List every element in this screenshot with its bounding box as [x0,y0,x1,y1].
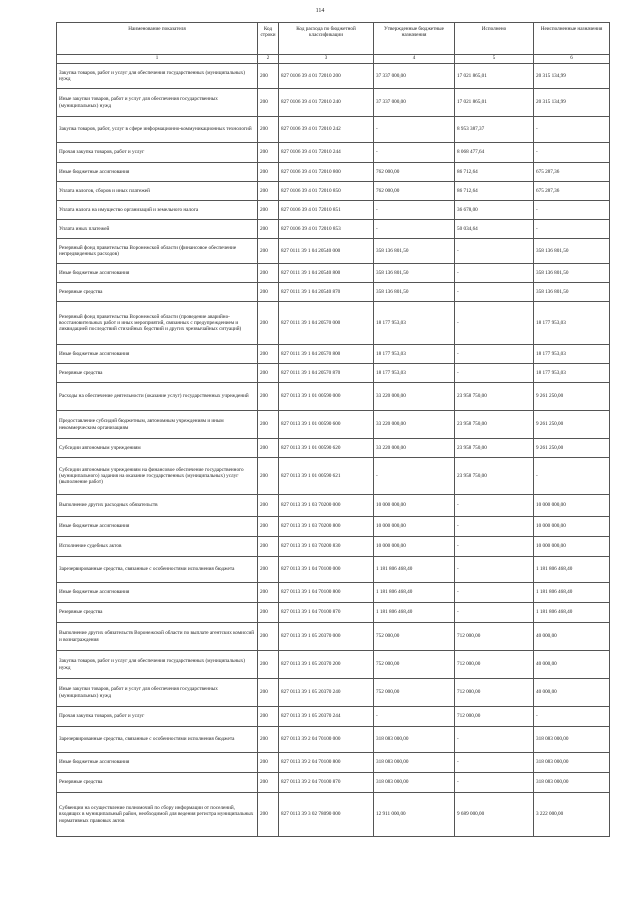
line-code-cell: 200 [258,345,279,364]
indicator-name-cell: Иные бюджетные ассигнования [57,583,258,603]
indicator-name-cell: Выполнение других обязательств Воронежской области по выплате агентских комиссий и вознаграждения [57,623,258,651]
unexecuted-amount-cell: 10 000 000,00 [534,495,610,517]
executed-amount-cell: 86 712,64 [455,163,534,182]
indicator-name-cell: Иные бюджетные ассигнования [57,264,258,283]
unexecuted-amount-cell: 9 261 250,00 [534,411,610,439]
approved-amount-cell: 318 083 000,00 [374,727,455,753]
unexecuted-amount-cell: - [534,117,610,143]
indicator-name-cell: Прочая закупка товаров, работ и услуг [57,707,258,727]
unexecuted-amount-cell: 675 287,36 [534,182,610,201]
executed-amount-cell: - [455,283,534,302]
table-row [57,201,610,220]
table-row [57,458,610,495]
classification-code-cell: 827 0111 39 1 04 20540 870 [279,283,374,302]
executed-amount-cell: 712 000,00 [455,679,534,707]
classification-code-cell: 827 0106 39 4 01 72010 853 [279,220,374,239]
indicator-name-cell: Уплата налогов, сборов и иных платежей [57,182,258,201]
unexecuted-amount-cell: 20 315 134,99 [534,89,610,117]
executed-amount-cell: - [455,364,534,383]
header-budget-classification: Код расхода по бюджетной классификации [279,23,374,55]
line-code-cell: 200 [258,753,279,773]
executed-amount-cell: - [455,495,534,517]
line-code-cell: 200 [258,773,279,793]
unexecuted-amount-cell: 675 287,36 [534,163,610,182]
table-row [57,679,610,707]
header-indicator-name: Наименование показателя [57,23,258,55]
executed-amount-cell: - [455,302,534,345]
approved-amount-cell: 762 000,00 [374,163,455,182]
classification-code-cell: 827 0111 39 1 04 20540 000 [279,239,374,264]
classification-code-cell: 827 0111 39 1 04 20570 870 [279,364,374,383]
approved-amount-cell: 752 000,00 [374,651,455,679]
line-code-cell: 200 [258,283,279,302]
table-row [57,239,610,264]
unexecuted-amount-cell: 358 136 801,50 [534,239,610,264]
approved-amount-cell: - [374,201,455,220]
classification-code-cell: 827 0113 39 1 01 00590 600 [279,411,374,439]
unexecuted-amount-cell: 9 261 250,00 [534,439,610,458]
line-code-cell: 200 [258,727,279,753]
indicator-name-cell: Выполнение других расходных обязательств [57,495,258,517]
line-code-cell: 200 [258,458,279,495]
table-row [57,773,610,793]
indicator-name-cell: Иные бюджетные ассигнования [57,163,258,182]
indicator-name-cell: Резервные средства [57,283,258,302]
executed-amount-cell: - [455,517,534,537]
unexecuted-amount-cell: 10 000 000,00 [534,517,610,537]
approved-amount-cell: 18 177 953,03 [374,302,455,345]
table-row [57,651,610,679]
unexecuted-amount-cell: 40 000,00 [534,651,610,679]
table-row [57,537,610,557]
approved-amount-cell: 358 136 801,50 [374,283,455,302]
executed-amount-cell: - [455,727,534,753]
indicator-name-cell: Закупка товаров, работ и услуг для обеспечения государственных (муниципальных) нужд [57,64,258,89]
approved-amount-cell: 318 083 000,00 [374,773,455,793]
indicator-name-cell: Закупка товаров, работ и услуг для обеспечения государственных (муниципальных) нужд [57,651,258,679]
approved-amount-cell: - [374,143,455,163]
approved-amount-cell: 10 000 000,00 [374,537,455,557]
column-number: 6 [534,55,610,64]
line-code-cell: 200 [258,264,279,283]
unexecuted-amount-cell: 318 083 000,00 [534,753,610,773]
table-row [57,163,610,182]
executed-amount-cell: 712 000,00 [455,707,534,727]
unexecuted-amount-cell: - [534,458,610,495]
unexecuted-amount-cell: 3 222 000,00 [534,793,610,837]
executed-amount-cell: - [455,753,534,773]
table-row [57,439,610,458]
indicator-name-cell: Резервные средства [57,773,258,793]
executed-amount-cell: 23 958 750,00 [455,411,534,439]
table-row [57,302,610,345]
classification-code-cell: 827 0106 39 4 01 72010 240 [279,89,374,117]
indicator-name-cell: Уплата иных платежей [57,220,258,239]
classification-code-cell: 827 0106 39 4 01 72010 200 [279,64,374,89]
unexecuted-amount-cell: - [534,201,610,220]
classification-code-cell: 827 0113 39 1 01 00590 620 [279,439,374,458]
indicator-name-cell: Расходы на обеспечение деятельности (оказание услуг) государственных учреждений [57,383,258,411]
table-row [57,583,610,603]
approved-amount-cell: 318 083 000,00 [374,753,455,773]
executed-amount-cell: - [455,773,534,793]
executed-amount-cell: 86 712,64 [455,182,534,201]
unexecuted-amount-cell: 358 136 801,50 [534,264,610,283]
classification-code-cell: 827 0106 39 4 01 72010 242 [279,117,374,143]
table-row [57,753,610,773]
classification-code-cell: 827 0113 39 1 04 70100 000 [279,557,374,583]
line-code-cell: 200 [258,557,279,583]
executed-amount-cell: 17 021 865,01 [455,89,534,117]
classification-code-cell: 827 0113 39 2 04 70100 870 [279,773,374,793]
classification-code-cell: 827 0113 39 1 03 70200 800 [279,517,374,537]
header-executed: Исполнено [455,23,534,55]
indicator-name-cell: Иные бюджетные ассигнования [57,517,258,537]
line-code-cell: 200 [258,364,279,383]
page-number: 114 [315,8,325,14]
executed-amount-cell: - [455,345,534,364]
line-code-cell: 200 [258,201,279,220]
line-code-cell: 200 [258,182,279,201]
indicator-name-cell: Исполнение судебных актов [57,537,258,557]
indicator-name-cell: Иные бюджетные ассигнования [57,345,258,364]
indicator-name-cell: Зарезервированные средства, связанные с особенностями исполнения бюджета [57,557,258,583]
unexecuted-amount-cell: 9 261 250,00 [534,383,610,411]
classification-code-cell: 827 0113 39 1 04 70100 870 [279,603,374,623]
approved-amount-cell: 752 000,00 [374,679,455,707]
line-code-cell: 200 [258,220,279,239]
indicator-name-cell: Резервный фонд правительства Воронежской области (проведение аварийно-восстановительных работ и иных мероприятий, связанных с предупреждением и ликвидацией последствий стихийных бедствий и других чрезвычайных ситуаций) [57,302,258,345]
approved-amount-cell: 10 000 000,00 [374,517,455,537]
executed-amount-cell: 23 958 750,00 [455,439,534,458]
header-unexecuted: Неисполненные назначения [534,23,610,55]
classification-code-cell: 827 0113 39 1 01 00590 000 [279,383,374,411]
unexecuted-amount-cell: 1 181 806 468,40 [534,557,610,583]
classification-code-cell: 827 0106 39 4 01 72010 244 [279,143,374,163]
indicator-name-cell: Прочая закупка товаров, работ и услуг [57,143,258,163]
table-row [57,495,610,517]
approved-amount-cell: 33 220 000,00 [374,383,455,411]
indicator-name-cell: Резервные средства [57,364,258,383]
executed-amount-cell: 50 034,64 [455,220,534,239]
unexecuted-amount-cell: 1 181 806 468,40 [534,603,610,623]
indicator-name-cell: Иные бюджетные ассигнования [57,753,258,773]
indicator-name-cell: Уплата налога на имущество организаций и земельного налога [57,201,258,220]
executed-amount-cell: 712 000,00 [455,651,534,679]
indicator-name-cell: Закупка товаров, работ, услуг в сфере информационно-коммуникационных технологий [57,117,258,143]
unexecuted-amount-cell: 40 000,00 [534,679,610,707]
line-code-cell: 200 [258,239,279,264]
classification-code-cell: 827 0106 39 4 01 72010 850 [279,182,374,201]
table-header-row [57,23,610,55]
classification-code-cell: 827 0106 39 4 01 72010 800 [279,163,374,182]
table-body [57,64,610,837]
indicator-name-cell: Субсидии автономным учреждениям на финансовое обеспечение государственного (муниципального) задания на оказание государственных (муниципальных) услуг (выполнение работ) [57,458,258,495]
line-code-cell: 200 [258,623,279,651]
classification-code-cell: 827 0113 39 1 04 70100 800 [279,583,374,603]
line-code-cell: 200 [258,383,279,411]
column-number: 2 [258,55,279,64]
column-number: 1 [57,55,258,64]
approved-amount-cell: - [374,220,455,239]
approved-amount-cell: 10 000 000,00 [374,495,455,517]
approved-amount-cell: 33 220 000,00 [374,411,455,439]
line-code-cell: 200 [258,163,279,182]
executed-amount-cell: 8 953 387,37 [455,117,534,143]
table-row [57,727,610,753]
unexecuted-amount-cell: 18 177 953,03 [534,302,610,345]
classification-code-cell: 827 0113 39 1 03 70200 000 [279,495,374,517]
table-row [57,264,610,283]
classification-code-cell: 827 0111 39 1 04 20570 000 [279,302,374,345]
classification-code-cell: 827 0113 39 1 05 20370 244 [279,707,374,727]
classification-code-cell: 827 0113 39 2 04 70100 000 [279,727,374,753]
unexecuted-amount-cell: 10 000 000,00 [534,537,610,557]
executed-amount-cell: - [455,239,534,264]
executed-amount-cell: - [455,583,534,603]
table-row [57,117,610,143]
table-row [57,220,610,239]
approved-amount-cell: 37 337 000,00 [374,64,455,89]
classification-code-cell: 827 0111 39 1 04 20540 800 [279,264,374,283]
classification-code-cell: 827 0113 39 1 05 20370 200 [279,651,374,679]
unexecuted-amount-cell: 40 000,00 [534,623,610,651]
header-line-code: Код строки [258,23,279,55]
table-row [57,793,610,837]
indicator-name-cell: Иные закупки товаров, работ и услуг для обеспечения государственных (муниципальных) нужд [57,89,258,117]
indicator-name-cell: Зарезервированные средства, связанные с особенностями исполнения бюджета [57,727,258,753]
table-row [57,603,610,623]
classification-code-cell: 827 0111 39 1 04 20570 800 [279,345,374,364]
executed-amount-cell: 8 068 477,64 [455,143,534,163]
approved-amount-cell: 1 181 806 468,40 [374,557,455,583]
unexecuted-amount-cell: 18 177 953,03 [534,364,610,383]
approved-amount-cell: 37 337 000,00 [374,89,455,117]
line-code-cell: 200 [258,143,279,163]
line-code-cell: 200 [258,495,279,517]
line-code-cell: 200 [258,537,279,557]
unexecuted-amount-cell: 18 177 953,03 [534,345,610,364]
line-code-cell: 200 [258,64,279,89]
line-code-cell: 200 [258,707,279,727]
table-row [57,182,610,201]
executed-amount-cell: 36 678,00 [455,201,534,220]
indicator-name-cell: Предоставление субсидий бюджетным, автономным учреждениям и иным некоммерческим организациям [57,411,258,439]
table-row [57,143,610,163]
table-row [57,364,610,383]
unexecuted-amount-cell: 318 083 000,00 [534,727,610,753]
table-row [57,345,610,364]
table-row [57,707,610,727]
executed-amount-cell: - [455,603,534,623]
classification-code-cell: 827 0113 39 1 03 70200 830 [279,537,374,557]
approved-amount-cell: 762 000,00 [374,182,455,201]
table-row [57,623,610,651]
approved-amount-cell: - [374,458,455,495]
classification-code-cell: 827 0113 39 2 04 70100 800 [279,753,374,773]
unexecuted-amount-cell: 318 083 000,00 [534,773,610,793]
table-row [57,64,610,89]
indicator-name-cell: Субвенции на осуществление полномочий по сбору информации от поселений, входящих в муниципальный район, необходимой для ведения регистра муниципальных нормативных правовых актов [57,793,258,837]
unexecuted-amount-cell: - [534,143,610,163]
unexecuted-amount-cell: 20 315 134,99 [534,64,610,89]
approved-amount-cell: 1 181 806 468,40 [374,603,455,623]
approved-amount-cell: 33 220 000,00 [374,439,455,458]
line-code-cell: 200 [258,651,279,679]
classification-code-cell: 827 0113 39 1 01 00590 621 [279,458,374,495]
line-code-cell: 200 [258,603,279,623]
approved-amount-cell: 12 911 000,00 [374,793,455,837]
approved-amount-cell: 752 000,00 [374,623,455,651]
unexecuted-amount-cell: 358 136 801,50 [534,283,610,302]
line-code-cell: 200 [258,583,279,603]
line-code-cell: 200 [258,302,279,345]
approved-amount-cell: - [374,117,455,143]
executed-amount-cell: - [455,264,534,283]
classification-code-cell: 827 0113 39 1 05 20370 240 [279,679,374,707]
indicator-name-cell: Субсидии автономным учреждениям [57,439,258,458]
classification-code-cell: 827 0106 39 4 01 72010 851 [279,201,374,220]
column-number: 3 [279,55,374,64]
budget-execution-table [56,22,610,837]
table-row [57,557,610,583]
table-row [57,283,610,302]
approved-amount-cell: 18 177 953,03 [374,364,455,383]
table-row [57,517,610,537]
indicator-name-cell: Резервный фонд правительства Воронежской области (финансовое обеспечение непредвиденных расходов) [57,239,258,264]
line-code-cell: 200 [258,117,279,143]
unexecuted-amount-cell: - [534,220,610,239]
line-code-cell: 200 [258,679,279,707]
column-number-row [57,55,610,64]
line-code-cell: 200 [258,439,279,458]
approved-amount-cell: 358 136 801,50 [374,239,455,264]
approved-amount-cell: - [374,707,455,727]
unexecuted-amount-cell: - [534,707,610,727]
table-row [57,411,610,439]
table-row [57,383,610,411]
executed-amount-cell: 23 958 750,00 [455,458,534,495]
approved-amount-cell: 18 177 953,03 [374,345,455,364]
classification-code-cell: 827 0113 39 3 02 78090 000 [279,793,374,837]
column-number: 5 [455,55,534,64]
executed-amount-cell: 23 958 750,00 [455,383,534,411]
executed-amount-cell: 17 021 865,01 [455,64,534,89]
column-number: 4 [374,55,455,64]
line-code-cell: 200 [258,89,279,117]
line-code-cell: 200 [258,411,279,439]
approved-amount-cell: 1 181 806 468,40 [374,583,455,603]
executed-amount-cell: 9 689 000,00 [455,793,534,837]
indicator-name-cell: Резервные средства [57,603,258,623]
executed-amount-cell: - [455,537,534,557]
line-code-cell: 200 [258,793,279,837]
classification-code-cell: 827 0113 39 1 05 20370 000 [279,623,374,651]
indicator-name-cell: Иные закупки товаров, работ и услуг для обеспечения государственных (муниципальных) нужд [57,679,258,707]
table-row [57,89,610,117]
line-code-cell: 200 [258,517,279,537]
unexecuted-amount-cell: 1 181 806 468,40 [534,583,610,603]
approved-amount-cell: 358 136 801,50 [374,264,455,283]
executed-amount-cell: - [455,557,534,583]
header-approved: Утвержденные бюджетные назначения [374,23,455,55]
executed-amount-cell: 712 000,00 [455,623,534,651]
